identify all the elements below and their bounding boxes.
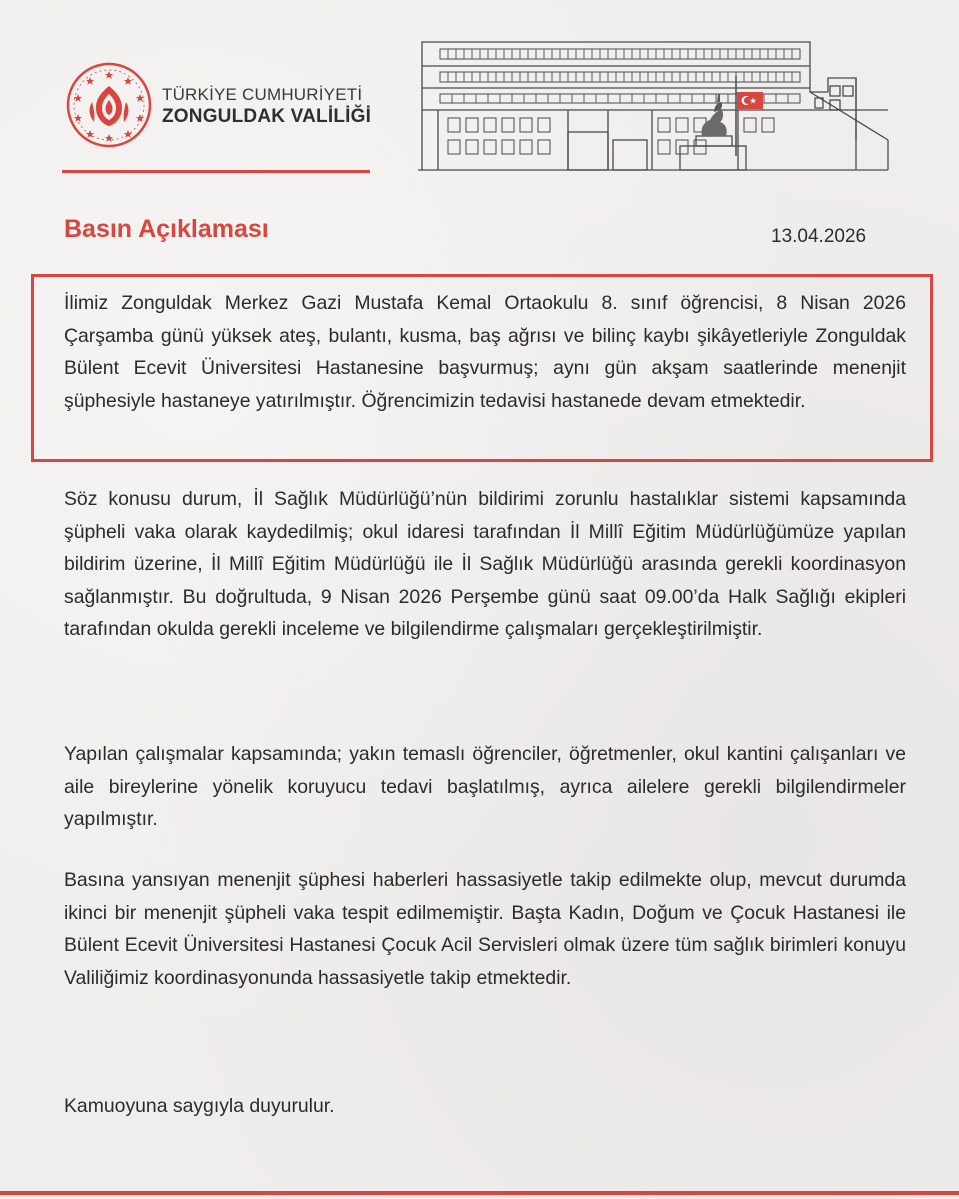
paragraph-1: İlimiz Zonguldak Merkez Gazi Mustafa Kemal Ortaokulu 8. sınıf öğrencisi, 8 Nisan 2026 Çarşamba günü yüksek ateş, bulantı, kusma, baş ağrısı ve bilinç kaybı şikâyetleriyle Zonguldak Bülent Ecevit Üniversitesi Hastanesine başvurmuş; aynı gün akşam saatlerinde menenjit şüphesiyle hastaneye yatırılmıştır. Öğrencimizin tedavisi hastanede devam etmektedir. (64, 292, 906, 412)
closing-line: Kamuoyuna saygıyla duyurulur. (64, 1095, 335, 1117)
governorship-emblem-icon (66, 62, 152, 148)
organization-name (162, 86, 371, 126)
paragraph-2: Söz konusu durum, İl Sağlık Müdürlüğü’nün bildirimi zorunlu hastalıklar sistemi kapsamında şüpheli vaka olarak kaydedilmiş; okul idaresi tarafından İl Millî Eğitim Müdürlüğümüze yapılan bildirim üzerine, İl Millî Eğitim Müdürlüğü ile İl Sağlık Müdürlüğü arasında gerekli koordinasyon sağlanmıştır. Bu doğrultuda, 9 Nisan 2026 Perşembe günü saat 09.00’da Halk Sağlığı ekipleri tarafından okulda gerekli inceleme ve bilgilendirme çalışmaları gerçekleştirilmiştir. (64, 488, 906, 641)
footer-divider (0, 1191, 959, 1195)
document-title: Basın Açıklaması (64, 215, 269, 243)
paragraph-3: Yapılan çalışmalar kapsamında; yakın temaslı öğrenciler, öğretmenler, okul kantini çalışanları ve aile bireylerine yönelik koruyucu tedavi başlatılmış, ayrıca ailelere gerekli bilgilendirmeler yapılmıştır. (64, 743, 906, 831)
org-name-line1: TÜRKİYE CUMHURİYETİ (162, 85, 363, 104)
org-name-line2: ZONGULDAK VALİLİĞİ (162, 106, 372, 127)
paragraph-4: Basına yansıyan menenjit şüphesi haberleri hassasiyetle takip edilmekte olup, mevcut durumda ikinci bir menenjit şüpheli vaka tespit edilmemiştir. Başta Kadın, Doğum ve Çocuk Hastanesi ile Bülent Ecevit Üniversitesi Hastanesi Çocuk Acil Servisleri olmak üzere tüm sağlık birimleri konuyu Valiliğimiz koordinasyonunda hassasiyetle takip etmektedir. (64, 869, 906, 989)
governorship-building-illustration (418, 36, 894, 176)
document-date: 13.04.2026 (771, 226, 867, 247)
header-divider (62, 170, 370, 173)
